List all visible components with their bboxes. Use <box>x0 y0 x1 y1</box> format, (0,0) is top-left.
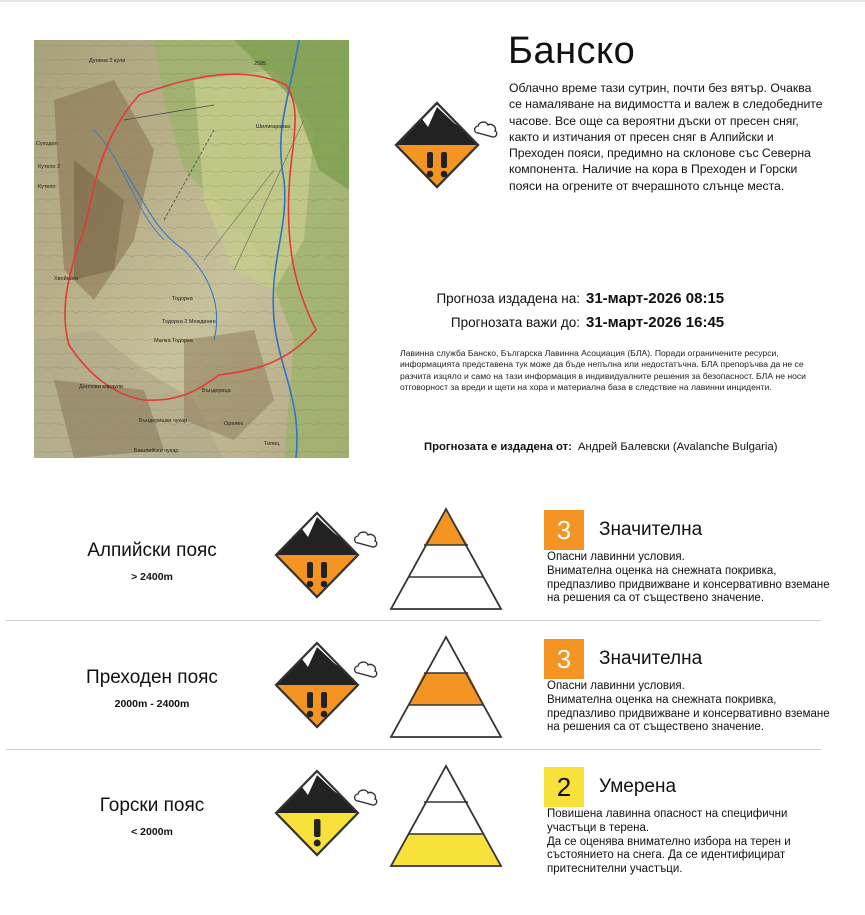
svg-text:Тодорка 2 Междинен: Тодорка 2 Междинен <box>162 319 216 325</box>
page-title: Банско <box>508 30 636 72</box>
svg-text:Бъндерица: Бъндерица <box>202 388 231 394</box>
svg-text:Типиц: Типиц <box>264 441 280 447</box>
belt-range-forest: < 2000m <box>131 826 173 838</box>
area-map <box>34 40 349 458</box>
disclaimer: Лавинна служба Банско, Българска Лавинна Асоциация (БЛА). Поради ограничените ресурси, информацията представена тук може да бъде непълна или недостатъчна. БЛА препоръчва да не се разчита изцяло и само на тази информация в индивидуалните решения за безопасност. БЛА не носи отговорност за вреди и щети на хора и материална база в следствие на лавинни инциденти. <box>400 348 806 392</box>
hazard-level-icon-orange <box>386 97 504 197</box>
svg-text:Кутело 2: Кутело 2 <box>38 164 61 170</box>
belt-range-alpine: > 2400m <box>131 571 173 583</box>
svg-text:Орелек: Орелек <box>224 421 243 427</box>
danger-level-badge-alpine: 3 <box>544 510 584 550</box>
yellow-single-exclamation-icon <box>266 765 384 865</box>
svg-text:Дунина 2 кули: Дунина 2 кули <box>89 58 126 64</box>
issued-row <box>400 290 724 307</box>
danger-pyramid-forest <box>388 762 504 870</box>
issued-value: 31-март-2026 08:15 <box>586 290 725 307</box>
svg-text:Башлийски чукар: Башлийски чукар <box>134 448 179 454</box>
valid-row <box>400 314 724 331</box>
svg-text:Суходол: Суходол <box>36 141 58 147</box>
svg-text:Кутело: Кутело <box>38 184 56 190</box>
cloud-icon <box>355 532 377 547</box>
danger-pyramid-treeline <box>388 633 504 741</box>
cloud-icon <box>355 662 377 677</box>
pyramid-icon <box>388 633 504 741</box>
svg-text:Дончови караули: Дончови караули <box>79 384 123 390</box>
svg-text:Хвойнати: Хвойнати <box>54 276 79 282</box>
valid-label: Прогнозата важи до: <box>450 315 580 330</box>
danger-level-badge-treeline: 3 <box>544 639 584 679</box>
cloud-icon <box>355 790 377 805</box>
danger-level-name-forest: Умерена <box>599 776 677 797</box>
danger-description-treeline: Опасни лавинни условия. Внимателна оценка на снежната покривка, предпазливо придвижване и консервативно вземане на решения са от съществено значение. <box>547 680 830 734</box>
belt-hazard-icon-forest <box>266 765 384 865</box>
belt-hazard-icon-treeline <box>266 637 384 737</box>
divider <box>6 749 821 750</box>
danger-description-alpine: Опасни лавинни условия. Внимателна оценка на снежната покривка, предпазливо придвижване и консервативно вземане на решения са от съществено значение. <box>547 551 830 605</box>
svg-text:Малка Тодорка: Малка Тодорка <box>154 338 193 344</box>
valid-value: 31-март-2026 16:45 <box>586 314 725 331</box>
author-value: Андрей Балевски (Avalanche Bulgaria) <box>577 441 778 453</box>
belt-name-forest: Горски пояс <box>99 795 205 816</box>
author-label: Прогнозата е издадена от: <box>424 441 572 453</box>
top-border <box>0 0 865 2</box>
orange-double-exclamation-icon <box>266 637 384 737</box>
issued-label: Прогноза издадена на: <box>436 291 580 306</box>
svg-text:Шилигарника: Шилигарника <box>256 124 291 130</box>
belt-hazard-icon-alpine <box>266 507 384 607</box>
danger-level-badge-forest: 2 <box>544 767 584 807</box>
belt-range-treeline: 2000m - 2400m <box>114 698 190 710</box>
author-line <box>424 441 777 453</box>
danger-pyramid-alpine <box>388 505 504 613</box>
weather-summary: Облачно време тази сутрин, почти без вятър. Очаква се намаляване на видимостта и валеж в следобедните часове. Все още са вероятни дъски от пресен сняг, както и изтичания от пресен сняг в Алпийски и Преходен пояси, предимно на склонове със Северна компонента. Наличие на кора в Преходен и Горски пояси на огрените от вчерашното слънце места. <box>509 81 823 193</box>
danger-level-name-alpine: Значителна <box>599 519 703 540</box>
svg-text:2585: 2585 <box>254 61 267 67</box>
danger-level-name-treeline: Значителна <box>599 648 703 669</box>
belt-name-treeline: Преходен пояс <box>86 667 218 688</box>
pyramid-icon <box>388 762 504 870</box>
belt-name-alpine: Алпийски пояс <box>87 540 217 561</box>
divider <box>6 620 821 621</box>
cloud-icon <box>475 122 497 137</box>
pyramid-icon <box>388 505 504 613</box>
svg-text:Тодорка: Тодорка <box>172 296 193 302</box>
topo-map-graphic <box>34 40 349 458</box>
danger-description-forest: Повишена лавинна опасност на специфични участъци в терена. Да се оценява внимателно избора на терен и състоянието на снега. Да се идентифицират притеснителни участъци. <box>547 808 791 876</box>
orange-double-exclamation-icon <box>386 97 504 197</box>
svg-text:Бъндеришки чукар: Бъндеришки чукар <box>139 418 188 424</box>
orange-double-exclamation-icon <box>266 507 384 607</box>
